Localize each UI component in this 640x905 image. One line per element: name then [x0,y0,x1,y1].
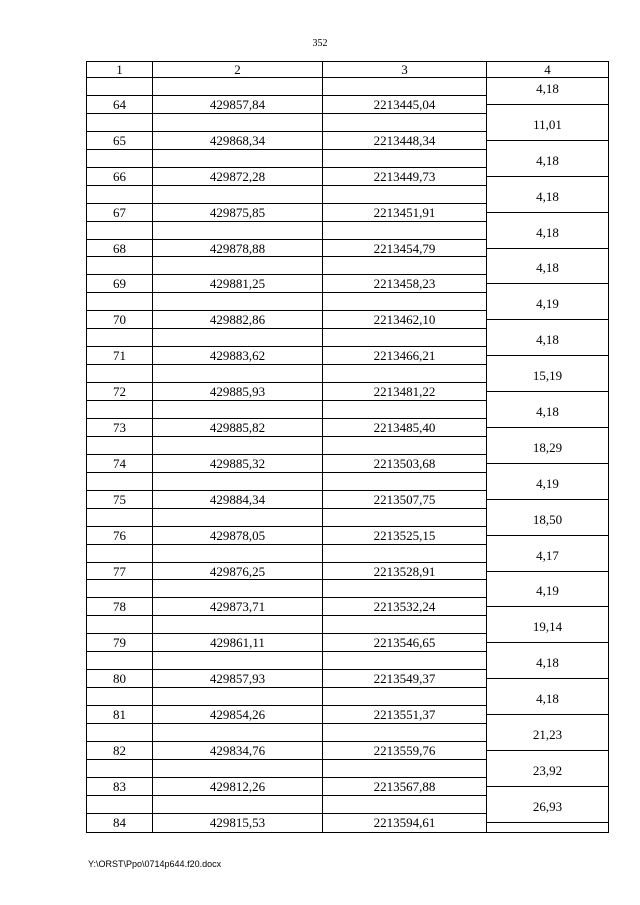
table-row [87,293,608,329]
distance-column [487,437,608,473]
y-coordinate-cell-column [323,150,487,186]
x-coordinate-cell-column [153,329,323,365]
x-coordinate-cell: 429872,28 [209,168,266,184]
header-col-2: 2 [153,62,323,77]
y-coordinate-cell-column [323,222,487,258]
y-coordinate-cell: 2213503,68 [373,455,436,471]
y-coordinate-cell-column [323,509,487,545]
y-coordinate-cell-column [323,473,487,509]
distance-column [487,724,608,760]
point-number-cell: 80 [113,671,126,687]
y-coordinate-cell: 2213551,37 [373,707,436,723]
distance-column [487,114,608,150]
distance-column [487,760,608,796]
x-coordinate-cell: 429875,85 [209,204,266,220]
x-coordinate-cell: 429885,82 [209,420,266,436]
y-coordinate-cell-column [323,796,487,832]
table-row [87,509,608,545]
point-number-cell-column [87,473,153,509]
distance-column [487,329,608,365]
y-coordinate-cell-column [323,437,487,473]
distance-column [487,616,608,652]
x-coordinate-cell: 429876,25 [209,563,266,579]
x-coordinate-cell: 429883,62 [209,348,266,364]
table-row [87,365,608,401]
y-coordinate-cell: 2213449,73 [373,168,436,184]
point-number-cell: 72 [113,384,126,400]
x-coordinate-cell-column [153,616,323,652]
y-coordinate-cell: 2213448,34 [373,132,436,148]
point-number-cell: 69 [113,276,126,292]
x-coordinate-cell-column [153,724,323,760]
table-row [87,114,608,150]
point-number-cell-column [87,222,153,258]
distance-column [487,796,608,832]
distance-cell: 4,18 [536,188,559,204]
y-coordinate-cell: 2213451,91 [373,204,436,220]
point-number-cell-column [87,186,153,222]
distance-cell: 4,18 [536,404,559,420]
x-coordinate-cell: 429868,34 [209,132,266,148]
distance-cell: 4,19 [536,583,559,599]
point-number-cell-column [87,545,153,581]
point-number-cell: 77 [113,563,126,579]
point-number-cell-column [87,401,153,437]
point-number-cell-column [87,580,153,616]
table-row [87,401,608,437]
point-number-cell: 74 [113,455,126,471]
header-col-3: 3 [323,62,487,77]
table-row [87,186,608,222]
x-coordinate-cell-column [153,114,323,150]
distance-column [487,78,608,114]
distance-cell: 4,18 [536,152,559,168]
distance-cell: 15,19 [532,368,563,384]
point-number-cell-column [87,509,153,545]
x-coordinate-cell: 429857,84 [209,97,266,112]
y-coordinate-cell-column [323,401,487,437]
x-coordinate-cell: 429878,05 [209,527,266,543]
distance-column [487,401,608,437]
table-body [86,78,609,833]
x-coordinate-cell: 429815,53 [209,814,266,830]
y-coordinate-cell-column [323,580,487,616]
distance-column [487,688,608,724]
point-number-cell: 76 [113,527,126,543]
distance-column [487,545,608,581]
y-coordinate-cell: 2213528,91 [373,563,436,579]
distance-column [487,293,608,329]
y-coordinate-cell: 2213445,04 [373,97,436,112]
distance-column [487,652,608,688]
distance-cell: 23,92 [532,762,563,778]
distance-column [487,150,608,186]
point-number-cell: 83 [113,778,126,794]
x-coordinate-cell: 429812,26 [209,778,266,794]
x-coordinate-cell-column [153,293,323,329]
distance-cell: 18,50 [532,511,563,527]
table-row [87,545,608,581]
distance-cell: 4,18 [536,332,559,348]
point-number-cell-column [87,150,153,186]
distance-cell: 21,23 [532,727,563,743]
x-coordinate-cell-column [153,150,323,186]
point-number-cell-column [87,329,153,365]
x-coordinate-cell: 429878,88 [209,240,266,256]
x-coordinate-cell-column [153,796,323,832]
point-number-cell: 70 [113,312,126,328]
x-coordinate-cell: 429857,93 [209,671,266,687]
x-coordinate-cell-column [153,257,323,293]
x-coordinate-cell: 429873,71 [209,599,266,615]
x-coordinate-cell: 429834,76 [209,743,266,759]
distance-column [487,257,608,293]
y-coordinate-cell: 2213481,22 [373,384,436,400]
table-row [87,724,608,760]
header-col-4: 4 [544,62,551,77]
point-number-cell-column [87,257,153,293]
y-coordinate-cell: 2213525,15 [373,527,436,543]
distance-cell: 4,19 [536,296,559,312]
point-number-cell-column [87,652,153,688]
point-number-cell: 82 [113,743,126,759]
point-number-cell-column [87,293,153,329]
table-row [87,257,608,293]
distance-cell: 4,18 [536,81,559,96]
x-coordinate-cell: 429884,34 [209,491,266,507]
x-coordinate-cell-column [153,222,323,258]
y-coordinate-cell: 2213567,88 [373,778,436,794]
y-coordinate-cell: 2213549,37 [373,671,436,687]
x-coordinate-cell-column [153,186,323,222]
x-coordinate-cell-column [153,365,323,401]
table-row [87,437,608,473]
y-coordinate-cell-column [323,760,487,796]
coordinates-table [86,61,609,833]
x-coordinate-cell-column [153,509,323,545]
x-coordinate-cell-column [153,760,323,796]
y-coordinate-cell: 2213507,75 [373,491,436,507]
distance-column [487,222,608,258]
point-number-cell: 71 [113,348,126,364]
point-number-cell-column [87,616,153,652]
header-col-1: 1 [87,62,153,77]
point-number-cell: 78 [113,599,126,615]
table-row [87,78,608,114]
table-row [87,616,608,652]
y-coordinate-cell-column [323,724,487,760]
distance-cell: 4,17 [536,547,559,563]
point-number-cell-column [87,114,153,150]
point-number-cell: 75 [113,491,126,507]
x-coordinate-cell: 429881,25 [209,276,266,292]
point-number-cell: 84 [113,814,126,830]
y-coordinate-cell: 2213485,40 [373,420,436,436]
table-row [87,760,608,796]
x-coordinate-cell: 429861,11 [210,635,265,651]
x-coordinate-cell: 429885,93 [209,384,266,400]
x-coordinate-cell-column [153,401,323,437]
x-coordinate-cell-column [153,78,323,114]
point-number-cell-column [87,796,153,832]
x-coordinate-cell: 429885,32 [209,455,266,471]
distance-cell: 4,18 [536,691,559,707]
x-coordinate-cell-column [153,437,323,473]
y-coordinate-cell: 2213454,79 [373,240,436,256]
distance-cell: 4,18 [536,655,559,671]
x-coordinate-cell-column [153,580,323,616]
x-coordinate-cell-column [153,688,323,724]
point-number-cell: 81 [113,707,126,723]
point-number-cell-column [87,437,153,473]
y-coordinate-cell-column [323,365,487,401]
x-coordinate-cell-column [153,652,323,688]
y-coordinate-cell: 2213559,76 [373,743,436,759]
y-coordinate-cell-column [323,114,487,150]
table-row [87,329,608,365]
file-path-footer: Y:\ORST\Ppo\0714p644.f20.docx [88,859,222,869]
table-row [87,796,608,832]
page-number: 352 [312,38,328,49]
x-coordinate-cell-column [153,473,323,509]
distance-cell: 19,14 [532,619,563,635]
point-number-cell-column [87,78,153,114]
y-coordinate-cell: 2213458,23 [373,276,436,292]
point-number-cell: 68 [113,240,126,256]
y-coordinate-cell-column [323,78,487,114]
point-number-cell-column [87,365,153,401]
distance-cell: 18,29 [532,439,563,455]
y-coordinate-cell-column [323,616,487,652]
table-row [87,580,608,616]
table-row [87,222,608,258]
table-row [87,652,608,688]
table-row [87,688,608,724]
y-coordinate-cell-column [323,293,487,329]
y-coordinate-cell: 2213462,10 [373,312,436,328]
table-row [87,150,608,186]
x-coordinate-cell-column [153,545,323,581]
y-coordinate-cell-column [323,688,487,724]
distance-column [487,365,608,401]
distance-column [487,509,608,545]
point-number-cell-column [87,724,153,760]
y-coordinate-cell-column [323,257,487,293]
y-coordinate-cell: 2213594,61 [373,814,436,830]
y-coordinate-cell: 2213466,21 [373,348,436,364]
point-number-cell: 79 [113,635,126,651]
distance-column [487,186,608,222]
distance-column [487,580,608,616]
x-coordinate-cell: 429854,26 [209,707,266,723]
y-coordinate-cell: 2213546,65 [373,635,436,651]
y-coordinate-cell-column [323,329,487,365]
y-coordinate-cell-column [323,545,487,581]
x-coordinate-cell: 429882,86 [209,312,266,328]
distance-column [487,473,608,509]
y-coordinate-cell-column [323,652,487,688]
distance-cell: 4,18 [536,224,559,240]
distance-cell: 4,19 [536,475,559,491]
point-number-cell-column [87,760,153,796]
point-number-cell-column [87,688,153,724]
distance-cell: 11,01 [533,116,562,132]
point-number-cell: 64 [113,97,126,112]
y-coordinate-cell-column [323,186,487,222]
y-coordinate-cell: 2213532,24 [373,599,436,615]
table-row [87,473,608,509]
distance-cell: 4,18 [536,260,559,276]
table-header-row [86,61,609,78]
point-number-cell: 67 [113,204,126,220]
point-number-cell: 66 [113,168,126,184]
point-number-cell: 73 [113,420,126,436]
distance-cell: 26,93 [532,798,563,814]
point-number-cell: 65 [113,132,126,148]
